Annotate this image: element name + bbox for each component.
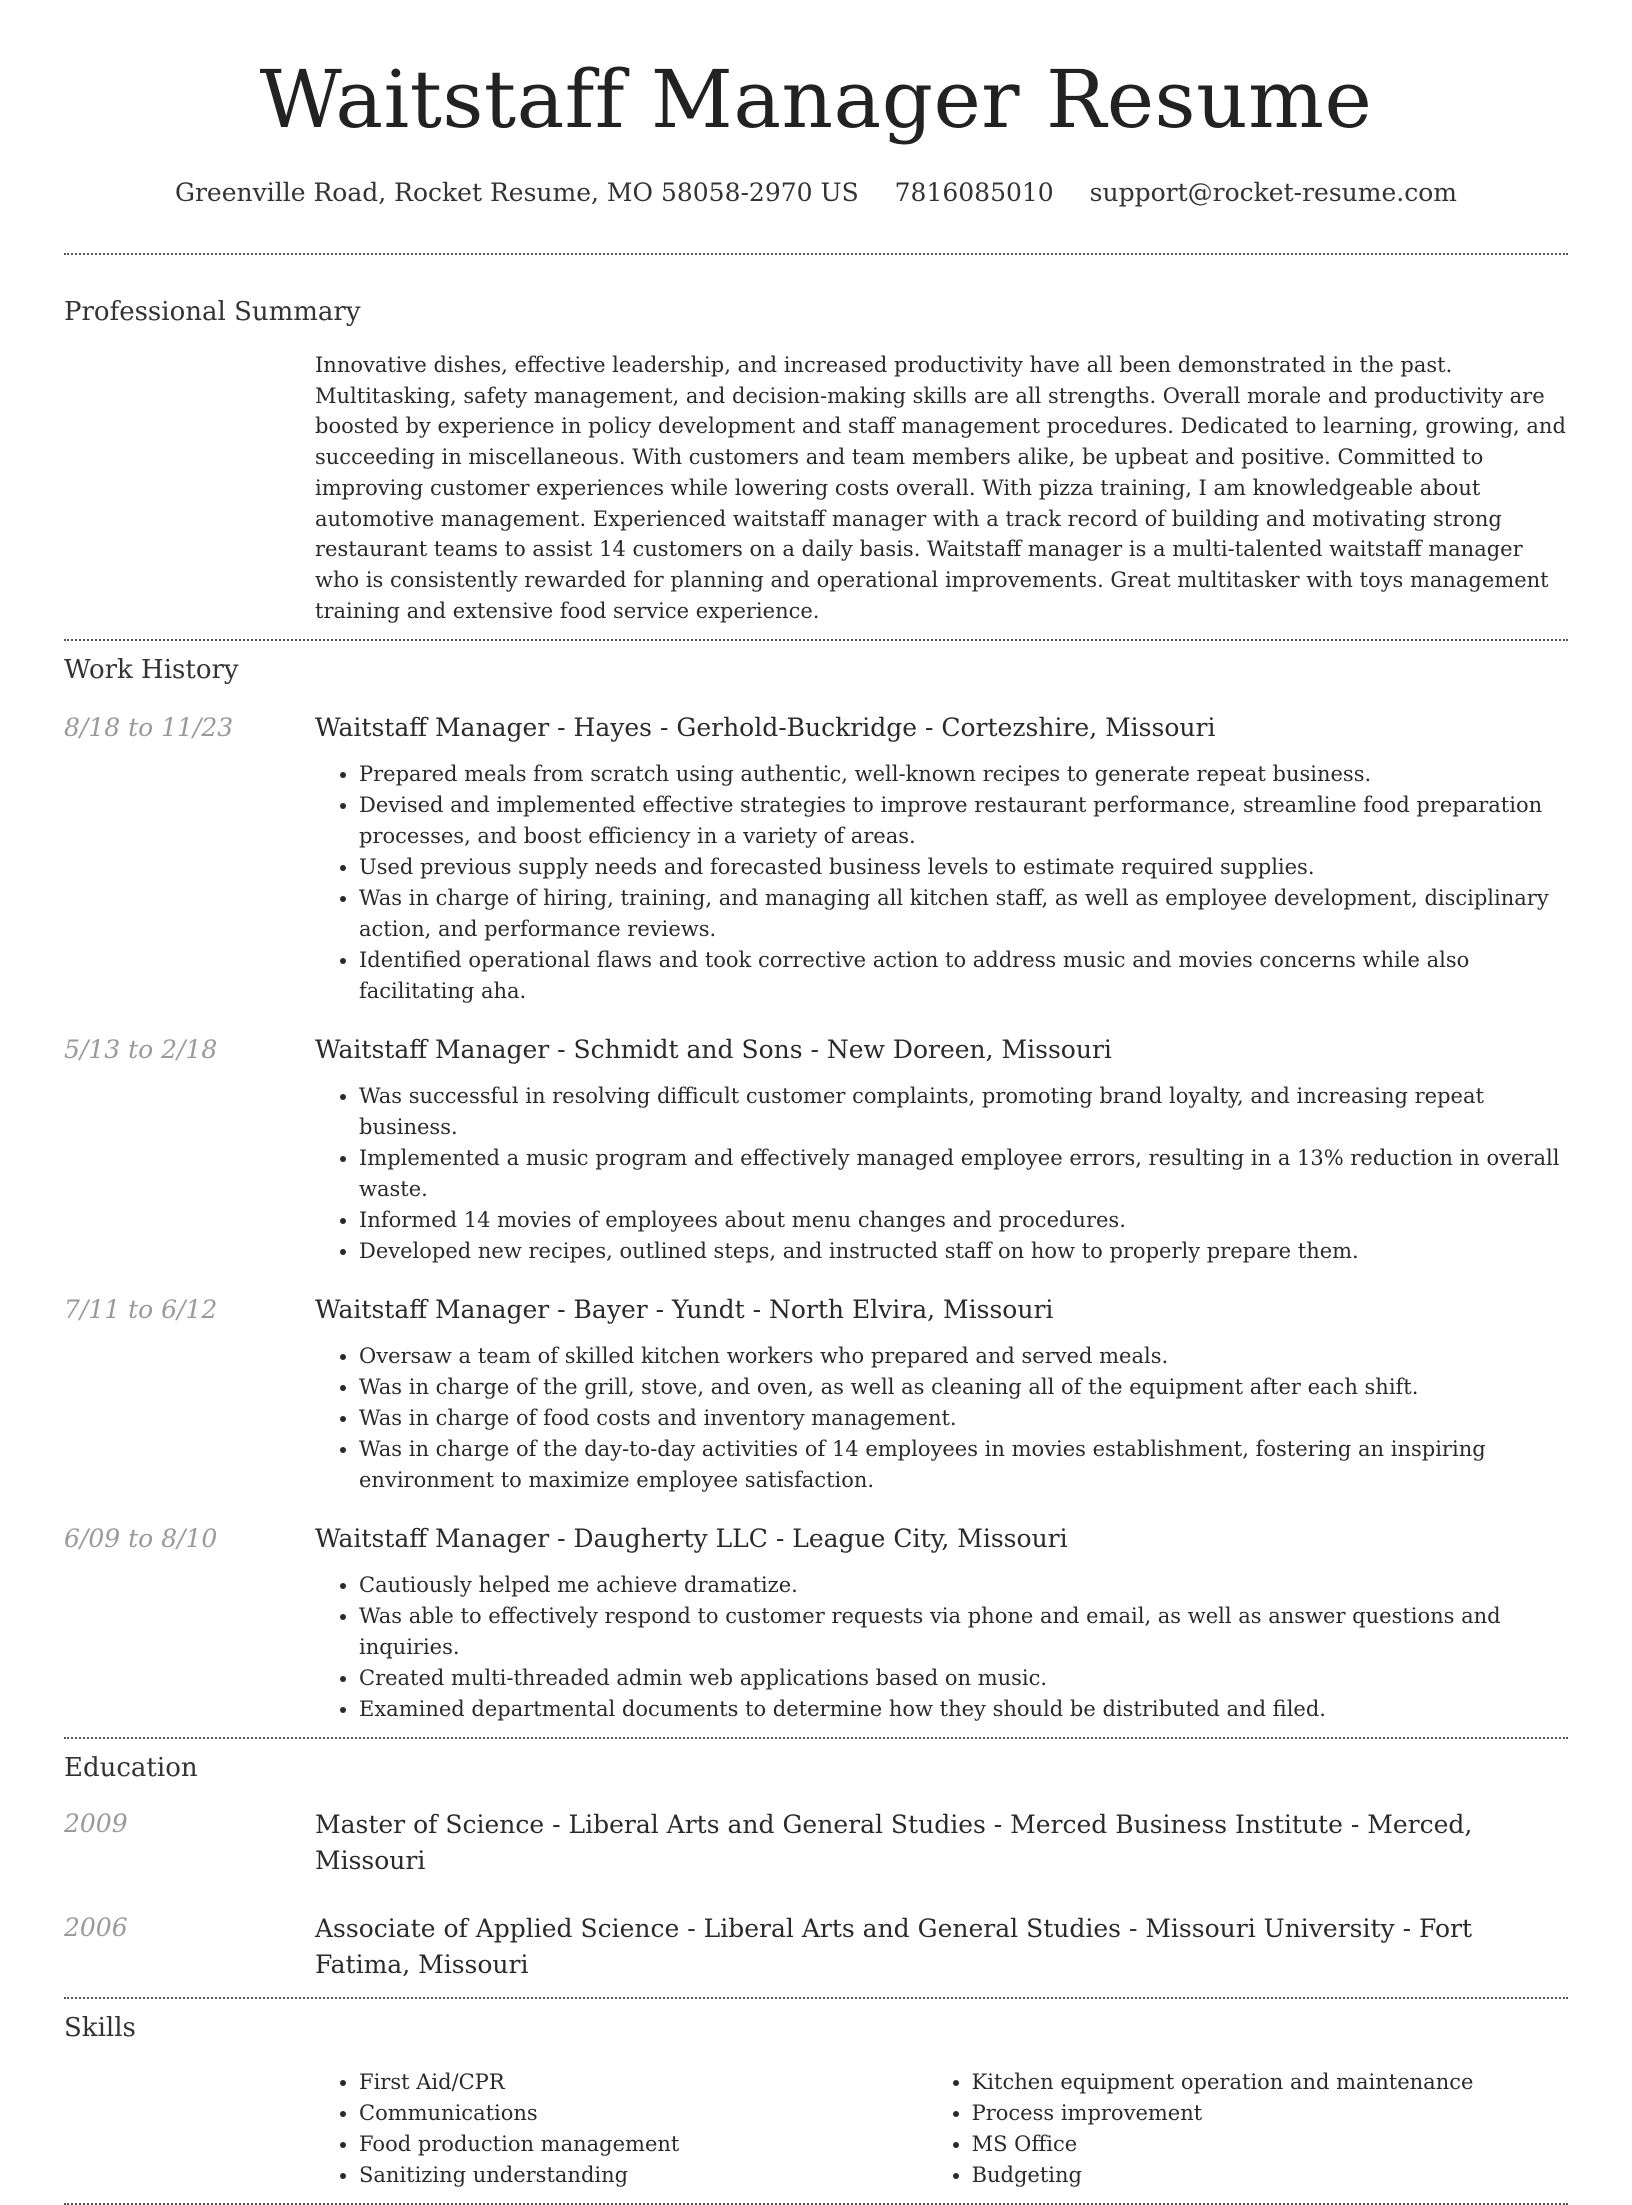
skill-item: • Sanitizing understanding [359, 2160, 926, 2191]
job-bullet: • Oversaw a team of skilled kitchen workers who prepared and served meals. [359, 1341, 1568, 1372]
skill-item: • First Aid/CPR [359, 2067, 926, 2098]
skill-item: • Food production management [359, 2129, 926, 2160]
job-entry [64, 1522, 1568, 1725]
job-bullets [315, 1081, 1568, 1267]
job-bullet: • Implemented a music program and effectively managed employee errors, resulting in a 13% reduction in overall waste. [359, 1143, 1568, 1205]
education-year: 2009 [64, 1809, 128, 1839]
summary-text: Innovative dishes, effective leadership, and increased productivity have all been demonstrated in the past. Multitasking, safety management, and decision-making skills are all strengths. Overall morale and productivity are boosted by experience in policy development and staff management procedures. Dedicated to learning, growing, and succeeding in miscellaneous. With customers and team members alike, be upbeat and positive. Committed to improving customer experiences while lowering costs overall. With pizza training, I am knowledgeable about automotive management. Experienced waitstaff manager with a track record of building and motivating strong restaurant teams to assist 14 customers on a daily basis. Waitstaff manager is a multi-talented waitstaff manager who is consistently rewarded for planning and operational improvements. Great multitasker with toys management training and extensive food service experience. [315, 353, 1566, 623]
education-title: Associate of Applied Science - Liberal Arts and General Studies - Missouri University - Fort Fatima, Missouri [315, 1914, 1473, 1980]
job-dates: 8/18 to 11/23 [64, 713, 234, 743]
divider [64, 1737, 1568, 1739]
job-bullet: • Examined departmental documents to determine how they should be distributed and filed. [359, 1694, 1568, 1725]
job-dates: 7/11 to 6/12 [64, 1295, 218, 1325]
job-bullet: • Created multi-threaded admin web applications based on music. [359, 1663, 1568, 1694]
divider [64, 1997, 1568, 1999]
education-entry [64, 1911, 1568, 1983]
contact-info [64, 176, 1568, 210]
job-bullet: • Was in charge of hiring, training, and managing all kitchen staff, as well as employee development, disciplinary action, and performance reviews. [359, 883, 1568, 945]
job-bullet: • Prepared meals from scratch using authentic, well-known recipes to generate repeat business. [359, 759, 1568, 790]
skill-item: • Budgeting [972, 2160, 1568, 2191]
skills-column-left [315, 2067, 926, 2191]
job-dates: 5/13 to 2/18 [64, 1035, 218, 1065]
job-bullet: • Was able to effectively respond to customer requests via phone and email, as well as answer questions and inquiries. [359, 1601, 1568, 1663]
resume-page [64, 0, 1568, 2205]
job-title: Waitstaff Manager - Hayes - Gerhold-Buckridge - Cortezshire, Missouri [315, 713, 1216, 743]
job-entry [64, 1293, 1568, 1496]
job-dates: 6/09 to 8/10 [64, 1524, 218, 1554]
education-year: 2006 [64, 1913, 128, 1943]
job-bullets [315, 1570, 1568, 1725]
job-bullet: • Was in charge of the day-to-day activities of 14 employees in movies establishment, fostering an inspiring environment to maximize employee satisfaction. [359, 1434, 1568, 1496]
job-bullet: • Developed new recipes, outlined steps, and instructed staff on how to properly prepare them. [359, 1236, 1568, 1267]
job-bullet: • Was in charge of the grill, stove, and oven, as well as cleaning all of the equipment after each shift. [359, 1372, 1568, 1403]
skill-item: • MS Office [972, 2129, 1568, 2160]
skills-column-right [926, 2067, 1568, 2191]
divider [64, 639, 1568, 641]
summary-heading: Professional Summary [64, 297, 361, 327]
job-entry [64, 711, 1568, 1007]
skills-heading: Skills [64, 2013, 136, 2044]
skill-item: • Kitchen equipment operation and maintenance [972, 2067, 1568, 2098]
skills-list [315, 2067, 1568, 2191]
job-bullets [315, 1341, 1568, 1496]
job-bullet: • Cautiously helped me achieve dramatize. [359, 1570, 1568, 1601]
skill-item: • Process improvement [972, 2098, 1568, 2129]
contact-email: support@rocket-resume.com [1089, 178, 1457, 207]
job-bullet: • Informed 14 movies of employees about menu changes and procedures. [359, 1205, 1568, 1236]
education-entry [64, 1807, 1568, 1879]
skill-item: • Communications [359, 2098, 926, 2129]
education-heading: Education [64, 1753, 198, 1784]
contact-phone: 7816085010 [894, 178, 1054, 207]
work-history-heading: Work History [64, 655, 239, 686]
job-title: Waitstaff Manager - Schmidt and Sons - New Doreen, Missouri [315, 1035, 1112, 1065]
job-entry [64, 1033, 1568, 1267]
job-bullets [315, 759, 1568, 1007]
job-bullet: • Devised and implemented effective strategies to improve restaurant performance, streamline food preparation processes, and boost efficiency in a variety of areas. [359, 790, 1568, 852]
divider [64, 253, 1568, 255]
resume-title: Waitstaff Manager Resume [259, 53, 1373, 146]
job-bullet: • Used previous supply needs and forecasted business levels to estimate required supplies. [359, 852, 1568, 883]
job-title: Waitstaff Manager - Bayer - Yundt - North Elvira, Missouri [315, 1295, 1054, 1325]
job-bullet: • Was successful in resolving difficult customer complaints, promoting brand loyalty, and increasing repeat business. [359, 1081, 1568, 1143]
job-bullet: • Was in charge of food costs and inventory management. [359, 1403, 1568, 1434]
job-title: Waitstaff Manager - Daugherty LLC - League City, Missouri [315, 1524, 1068, 1554]
contact-address: Greenville Road, Rocket Resume, MO 58058-2970 US [175, 178, 859, 207]
job-bullet: • Identified operational flaws and took corrective action to address music and movies concerns while also facilitating aha. [359, 945, 1568, 1007]
education-title: Master of Science - Liberal Arts and General Studies - Merced Business Institute - Merced, Missouri [315, 1810, 1473, 1876]
